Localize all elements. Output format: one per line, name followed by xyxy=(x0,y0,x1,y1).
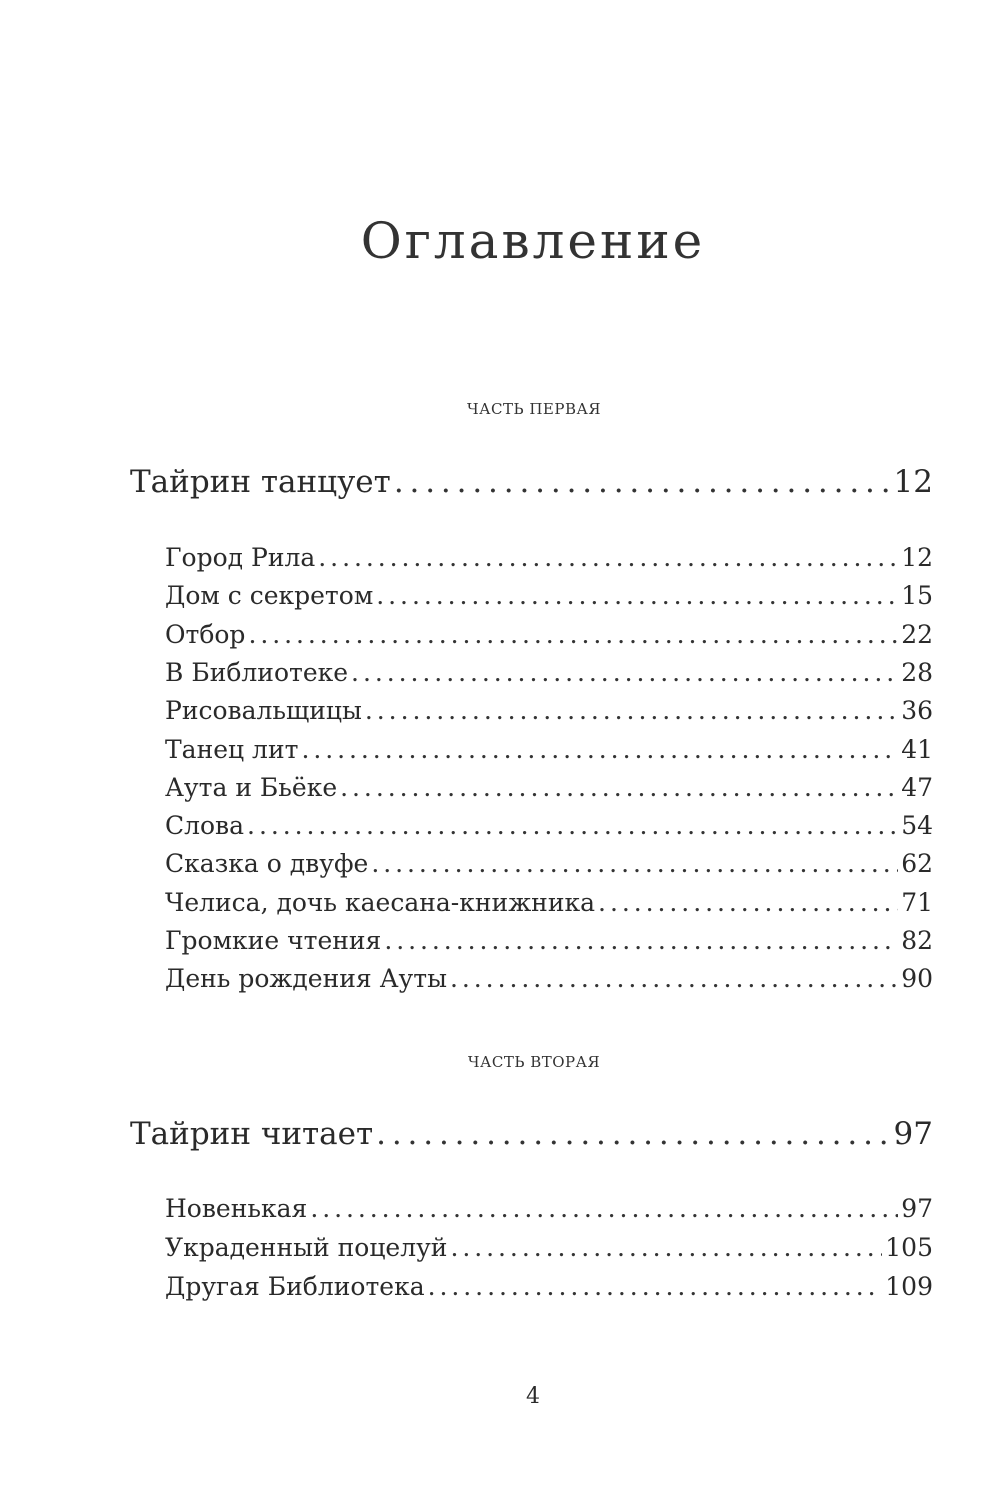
entry-label: Челиса, дочь каесана-книжника xyxy=(165,887,596,917)
dot-leader xyxy=(450,964,898,993)
entry-page: 90 xyxy=(901,964,933,994)
entry-page: 22 xyxy=(901,619,933,649)
entry-label: Рисовальщицы xyxy=(165,696,362,726)
entry-page: 36 xyxy=(901,696,933,726)
entry-page: 47 xyxy=(901,772,933,802)
dot-leader xyxy=(310,1194,898,1223)
dot-leader xyxy=(365,696,898,725)
dot-leader xyxy=(450,1233,882,1262)
entry-label: Отбор xyxy=(165,619,246,649)
entry-label: Украденный поцелуй xyxy=(165,1232,448,1262)
entry-label: Дом с секретом xyxy=(165,581,374,611)
toc-part-entry[interactable] xyxy=(130,464,933,504)
toc-chapter-entry[interactable] xyxy=(165,888,933,922)
entry-page: 28 xyxy=(901,657,933,687)
toc-chapter-entry[interactable] xyxy=(165,773,933,807)
toc-chapter-entry[interactable] xyxy=(165,964,933,998)
toc-chapter-entry[interactable] xyxy=(165,620,933,654)
dot-leader xyxy=(371,849,898,878)
entry-label: Танец лит xyxy=(165,734,299,764)
toc-chapter-entry[interactable] xyxy=(165,581,933,615)
toc-chapter-entry[interactable] xyxy=(165,811,933,845)
dot-leader xyxy=(248,620,898,649)
dot-leader xyxy=(351,658,898,687)
entry-page: 62 xyxy=(901,849,933,879)
dot-leader xyxy=(376,581,898,610)
entry-page: 12 xyxy=(901,543,933,572)
dot-leader xyxy=(376,1116,890,1152)
entry-page: 97 xyxy=(901,1194,933,1223)
part-header: ЧАСТЬ ВТОРАЯ xyxy=(467,1053,601,1071)
entry-label: Сказка о двуфе xyxy=(165,849,369,879)
page-title: Оглавление xyxy=(360,212,706,270)
toc-chapter-entry[interactable] xyxy=(165,849,933,883)
entry-label: Громкие чтения xyxy=(165,926,382,955)
dot-leader xyxy=(384,926,898,955)
entry-label: Тайрин читает xyxy=(130,1116,374,1152)
dot-leader xyxy=(318,543,898,572)
toc-chapter-entry[interactable] xyxy=(165,658,933,692)
toc-chapter-entry[interactable] xyxy=(165,543,933,577)
toc-chapter-entry[interactable] xyxy=(165,1194,933,1228)
entry-page: 12 xyxy=(893,464,933,500)
dot-leader xyxy=(428,1272,883,1301)
entry-page: 109 xyxy=(885,1271,933,1301)
entry-page: 82 xyxy=(901,926,933,955)
toc-chapter-entry[interactable] xyxy=(165,1272,933,1306)
page-number: 4 xyxy=(526,1384,540,1409)
toc-chapter-entry[interactable] xyxy=(165,1233,933,1267)
entry-label: Новенькая xyxy=(165,1194,308,1223)
dot-leader xyxy=(247,811,898,840)
toc-chapter-entry[interactable] xyxy=(165,926,933,960)
toc-chapter-entry[interactable] xyxy=(165,735,933,769)
entry-page: 97 xyxy=(893,1116,933,1152)
dot-leader xyxy=(598,888,898,917)
entry-label: Аута и Бьёке xyxy=(165,772,338,802)
entry-label: Тайрин танцует xyxy=(130,464,391,500)
entry-page: 41 xyxy=(901,734,933,764)
entry-page: 71 xyxy=(901,887,933,917)
entry-page: 105 xyxy=(885,1232,933,1262)
toc-chapter-entry[interactable] xyxy=(165,696,933,730)
entry-label: В Библиотеке xyxy=(165,657,349,687)
part-header: ЧАСТЬ ПЕРВАЯ xyxy=(467,400,601,418)
entry-label: Другая Библиотека xyxy=(165,1271,425,1301)
dot-leader xyxy=(340,773,898,802)
dot-leader xyxy=(394,464,891,500)
entry-page: 54 xyxy=(901,811,933,841)
entry-label: Слова xyxy=(165,811,245,841)
entry-label: День рождения Ауты xyxy=(165,964,447,994)
entry-label: Город Рила xyxy=(165,543,316,572)
entry-page: 15 xyxy=(901,581,933,611)
toc-part-entry[interactable] xyxy=(130,1116,933,1156)
dot-leader xyxy=(301,735,898,764)
